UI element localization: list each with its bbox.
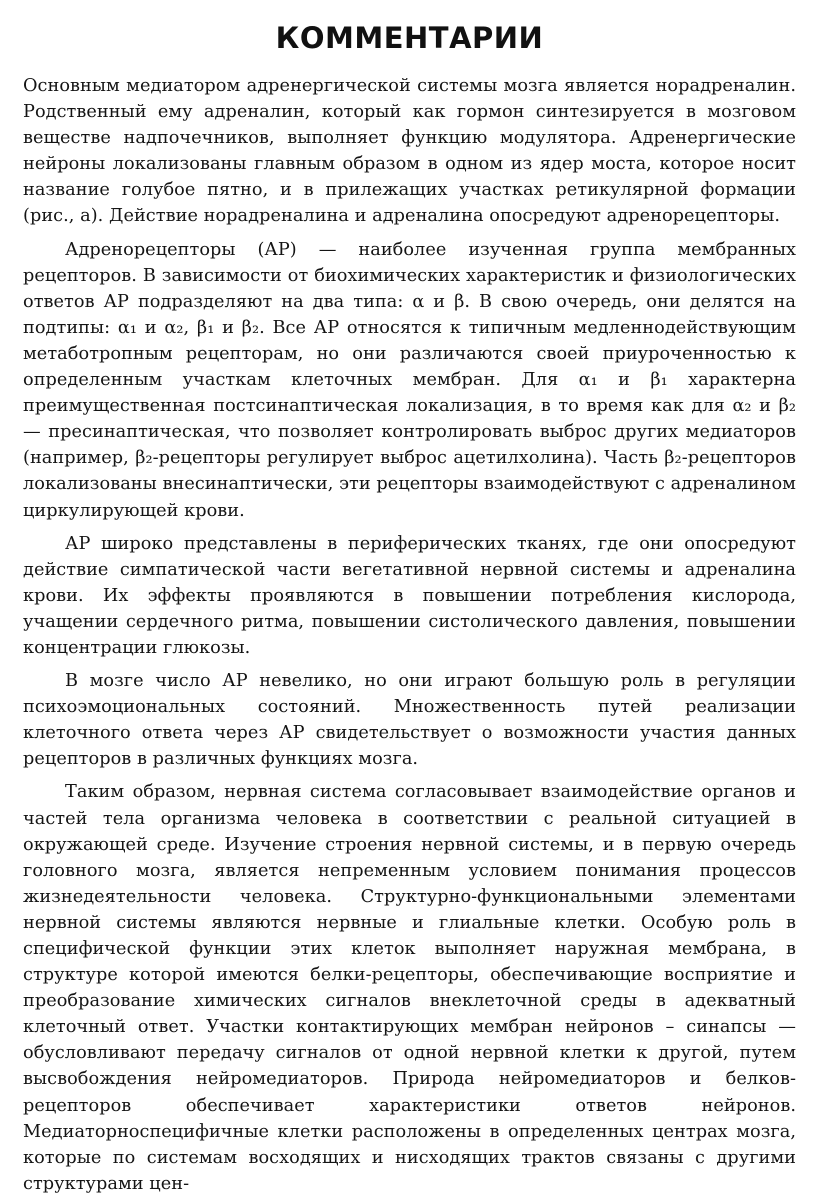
section-heading: КОММЕНТАРИИ xyxy=(275,21,544,55)
paragraph-conclusion: Таким образом, нервная система согласовывает взаимодействие органов и частей тела организма человека в соответствии с реальной ситуацией в окружающей среде. Изучение строения нервной системы, и в первую очередь головного мозга, является непременным условием понимания процессов жизнедеятельности человека. Структурно-функциональными элементами нервной системы являются нервные и глиальные клетки. Особую роль в специфической функции этих клеток выполняет наружная мембрана, в структуре которой имеются белки-рецепторы, обеспечивающие восприятие и преобразование химических сигналов внеклеточной среды в адекватный клеточный ответ. Участки контактирующих мембран нейронов – синапсы — обусловливают передачу сигналов от одной нервной клетки к другой, путем высвобождения нейромедиаторов. Природа нейромедиаторов и белков-рецепторов обеспечивает характеристики ответов нейронов. Медиаторноспецифичные клетки расположены в определенных центрах мозга, которые по системам восходящих и нисходящих трактов связаны с другими структурами цен- xyxy=(23,782,796,1194)
paragraph-brain-ar: В мозге число АР невелико, но они играют большую роль в регуляции психоэмоциональных состояний. Множественность путей реализации клеточного ответа через АР свидетельствует о возможности участия данных рецепторов в различных функциях мозга. xyxy=(23,671,796,770)
paragraph-peripheral-tissues: АР широко представлены в периферических тканях, где они опосредуют действие симпатической части вегетативной нервной системы и адреналина крови. Их эффекты проявляются в повышении потребления кислорода, учащении сердечного ритма, повышении систолического давления, повышении концентрации глюкозы. xyxy=(23,533,796,658)
paragraph-adrenergic-mediator: Основным медиатором адренергической системы мозга является норадреналин. Родственный ему адреналин, который как гормон синтезируется в мозговом веществе надпочечников, выполняет функцию модулятора. Адренергические нейроны локализованы главным образом в одном из ядер моста, которое носит название голубое пятно, и в прилежащих участках ретикулярной формации (рис., а). Действие норадреналина и адреналина опосредуют адренорецепторы. xyxy=(23,76,796,227)
paragraph-adrenoreceptors: Адренорецепторы (АР) — наиболее изученная группа мембранных рецепторов. В зависимости от биохимических характеристик и физиологических ответов АР подразделяют на два типа: α и β. В свою очередь, они делятся на подтипы: α₁ и α₂, β₁ и β₂. Все АР относятся к типичным медленнодействующим метаботропным рецепторам, но они различаются своей приуроченностью к определенным участкам клеточных мембран. Для α₁ и β₁ характерна преимущественная постсинаптическая локализация, в то время как для α₂ и β₂ — пресинаптическая, что позволяет контролировать выброс других медиаторов (например, β₂-рецепторы регулирует выброс ацетилхолина). Часть β₂-рецепторов локализованы внесинаптически, эти рецепторы взаимодействуют с адреналином циркулирующей крови. xyxy=(23,239,796,521)
